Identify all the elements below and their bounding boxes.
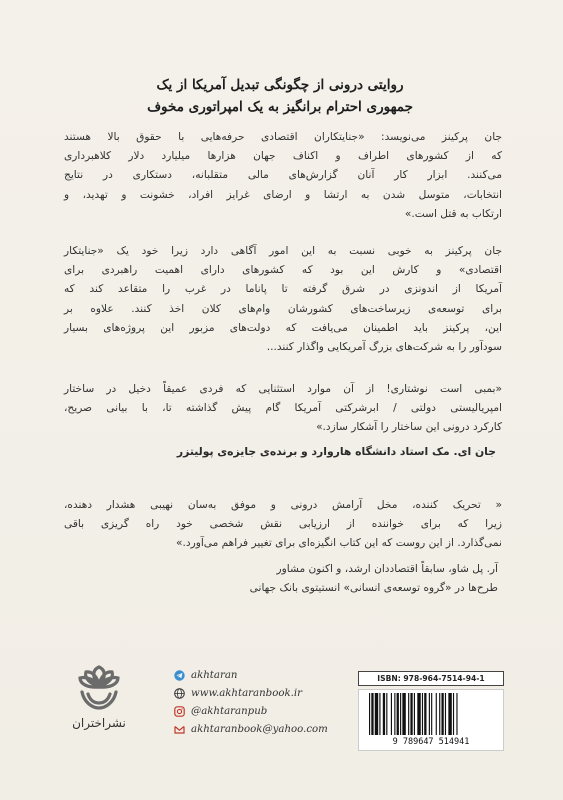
barcode-graphic: [359, 690, 503, 748]
paragraph-line: جان پرکینز به خوبی نسبت به این امور آگاهی دارد زیرا خود یک «جنایتکار: [64, 245, 502, 257]
paragraph-line: اقتصادی» و کارش این بود که کشورهای دارای اهمیت راهبردی برای: [64, 264, 502, 277]
barcode-bar: [410, 693, 412, 735]
barcode-bar: [424, 693, 426, 735]
paragraph-2: [64, 242, 502, 357]
barcode-bar: [383, 693, 385, 735]
paragraph-line: انتخابات، متوسل شدن به ارتشا و ارضای غرایز افراد، خشونت و تهدید، و: [64, 188, 502, 201]
flower-logo-icon: [74, 664, 124, 712]
telegram-icon: [174, 670, 185, 681]
quote-2-attribution: [64, 560, 498, 598]
barcode-bar: [375, 693, 378, 735]
publisher-name: نشراختران: [72, 716, 126, 730]
paragraph-line: سودآور را به شرکت‌های بزرگ آمریکایی واگذار کنند...: [266, 341, 502, 354]
barcode-bar: [436, 693, 437, 735]
quote-line: کارکرد درونی این ساختار را آشکار سازد.»: [316, 421, 502, 434]
barcode-bar: [391, 693, 392, 735]
contact-list: [174, 666, 344, 738]
quote-line: « تحریک کننده، مخل آرامش درونی و موفق به‌سان نهیبی هشدار دهنده،: [64, 499, 502, 511]
paragraph-line: ارتکاب به قتل است.»: [404, 207, 502, 220]
barcode-bar: [441, 693, 443, 735]
quote-line: امپریالیستی دولتی / ابرشرکتی آمریکا گام پیش گذاشته تا، با بیانی صریح،: [64, 402, 502, 415]
barcode-bar: [422, 693, 423, 735]
barcode-bar: [386, 693, 387, 735]
barcode-bar: [379, 693, 380, 735]
barcode-bar: [445, 693, 446, 735]
mail-icon: [174, 724, 185, 735]
instagram-icon: [174, 706, 185, 717]
barcode-bar: [371, 693, 373, 735]
isbn-block: [358, 671, 504, 751]
contact-website[interactable]: [174, 684, 344, 702]
barcode-bar: [400, 693, 401, 735]
contact-email[interactable]: [174, 720, 344, 738]
barcode-bar: [439, 693, 440, 735]
contact-text: akhtaran: [191, 669, 238, 681]
paragraph-1: [64, 128, 502, 224]
paragraph-line: که از کشورهای اطراف و اکناف جهان هزارها میلیارد دلار کلاهبرداری: [64, 150, 502, 163]
attribution-line: طرح‌ها در «گروه توسعه‌ی انسانی» انستیتوی بانک جهانی: [249, 582, 498, 594]
quote-line: «بمبی است نوشتاری! از آن موارد استثنایی که فردی عمیقاً دخیل در ساختار: [64, 383, 502, 395]
globe-icon: [174, 688, 185, 699]
headline-line-2: جمهوری احترام برانگیز به یک امپراتوری مخوف: [147, 99, 413, 115]
paragraph-line: این، پرکینز باید اطمینان می‌یافت که دولت‌های مزبور این پروژه‌های بسیار: [64, 321, 502, 334]
attribution-line: آر. پل شاو، سابقاً اقتصاددان ارشد، و اکنون مشاور: [276, 563, 498, 575]
barcode-bar: [369, 693, 370, 735]
quote-line: زیرا که برای خواننده از ارزیابی نقش شخصی خود راه گریزی باقی: [64, 518, 502, 531]
isbn-label: ISBN: 978-964-7514-94-1: [358, 671, 504, 686]
barcode-bar: [431, 693, 432, 735]
headline-line-1: روایتی درونی از چگونگی تبدیل آمریکا از یک: [156, 77, 404, 93]
barcode-bar: [394, 693, 395, 735]
paragraph-line: آمریکا از اندونزی در شرق گرفته تا پاناما در غرب را متقاعد کند که: [64, 283, 502, 296]
barcode-digits: 9 789647 514941: [392, 737, 470, 747]
barcode: [358, 689, 504, 751]
quote-1-attribution: جان ای. مک استاد دانشگاه هاروارد و برنده‌ی جایزه‌ی پولیتزر: [176, 445, 496, 458]
contact-text: www.akhtaranbook.ir: [191, 687, 302, 699]
paragraph-line: برای توسعه‌ی زیرساخت‌های کشورشان وام‌های کلان اخذ کنند. علاوه بر: [64, 302, 502, 315]
paragraph-line: جان پرکینز می‌نویسد: «جنایتکاران اقتصادی حرفه‌هایی با حقوق بالا هستند: [64, 131, 502, 143]
contact-text: akhtaranbook@yahoo.com: [191, 723, 328, 735]
headline: [110, 74, 450, 118]
paragraph-line: می‌کنند. ابزار کار آنان گزارش‌های مالی متقلبانه، دستکاری در نتایج: [64, 169, 502, 182]
barcode-bar: [453, 693, 454, 735]
barcode-bar: [417, 693, 420, 735]
barcode-bar: [397, 693, 399, 735]
publisher-logo: [66, 664, 132, 730]
contact-text: @akhtaranpub: [191, 705, 268, 717]
barcode-bar: [456, 693, 457, 735]
contact-telegram[interactable]: [174, 666, 344, 684]
quote-2: [64, 496, 502, 554]
barcode-bar: [414, 693, 415, 735]
barcode-bar: [408, 693, 409, 735]
quote-1: [64, 380, 502, 438]
quote-line: نمی‌گذارد. از این روست که این کتاب انگیزه‌ای برای تغییر فراهم می‌آورد.»: [176, 537, 502, 550]
barcode-bar: [402, 693, 405, 735]
barcode-bar: [429, 693, 430, 735]
contact-instagram[interactable]: [174, 702, 344, 720]
barcode-bar: [448, 693, 451, 735]
